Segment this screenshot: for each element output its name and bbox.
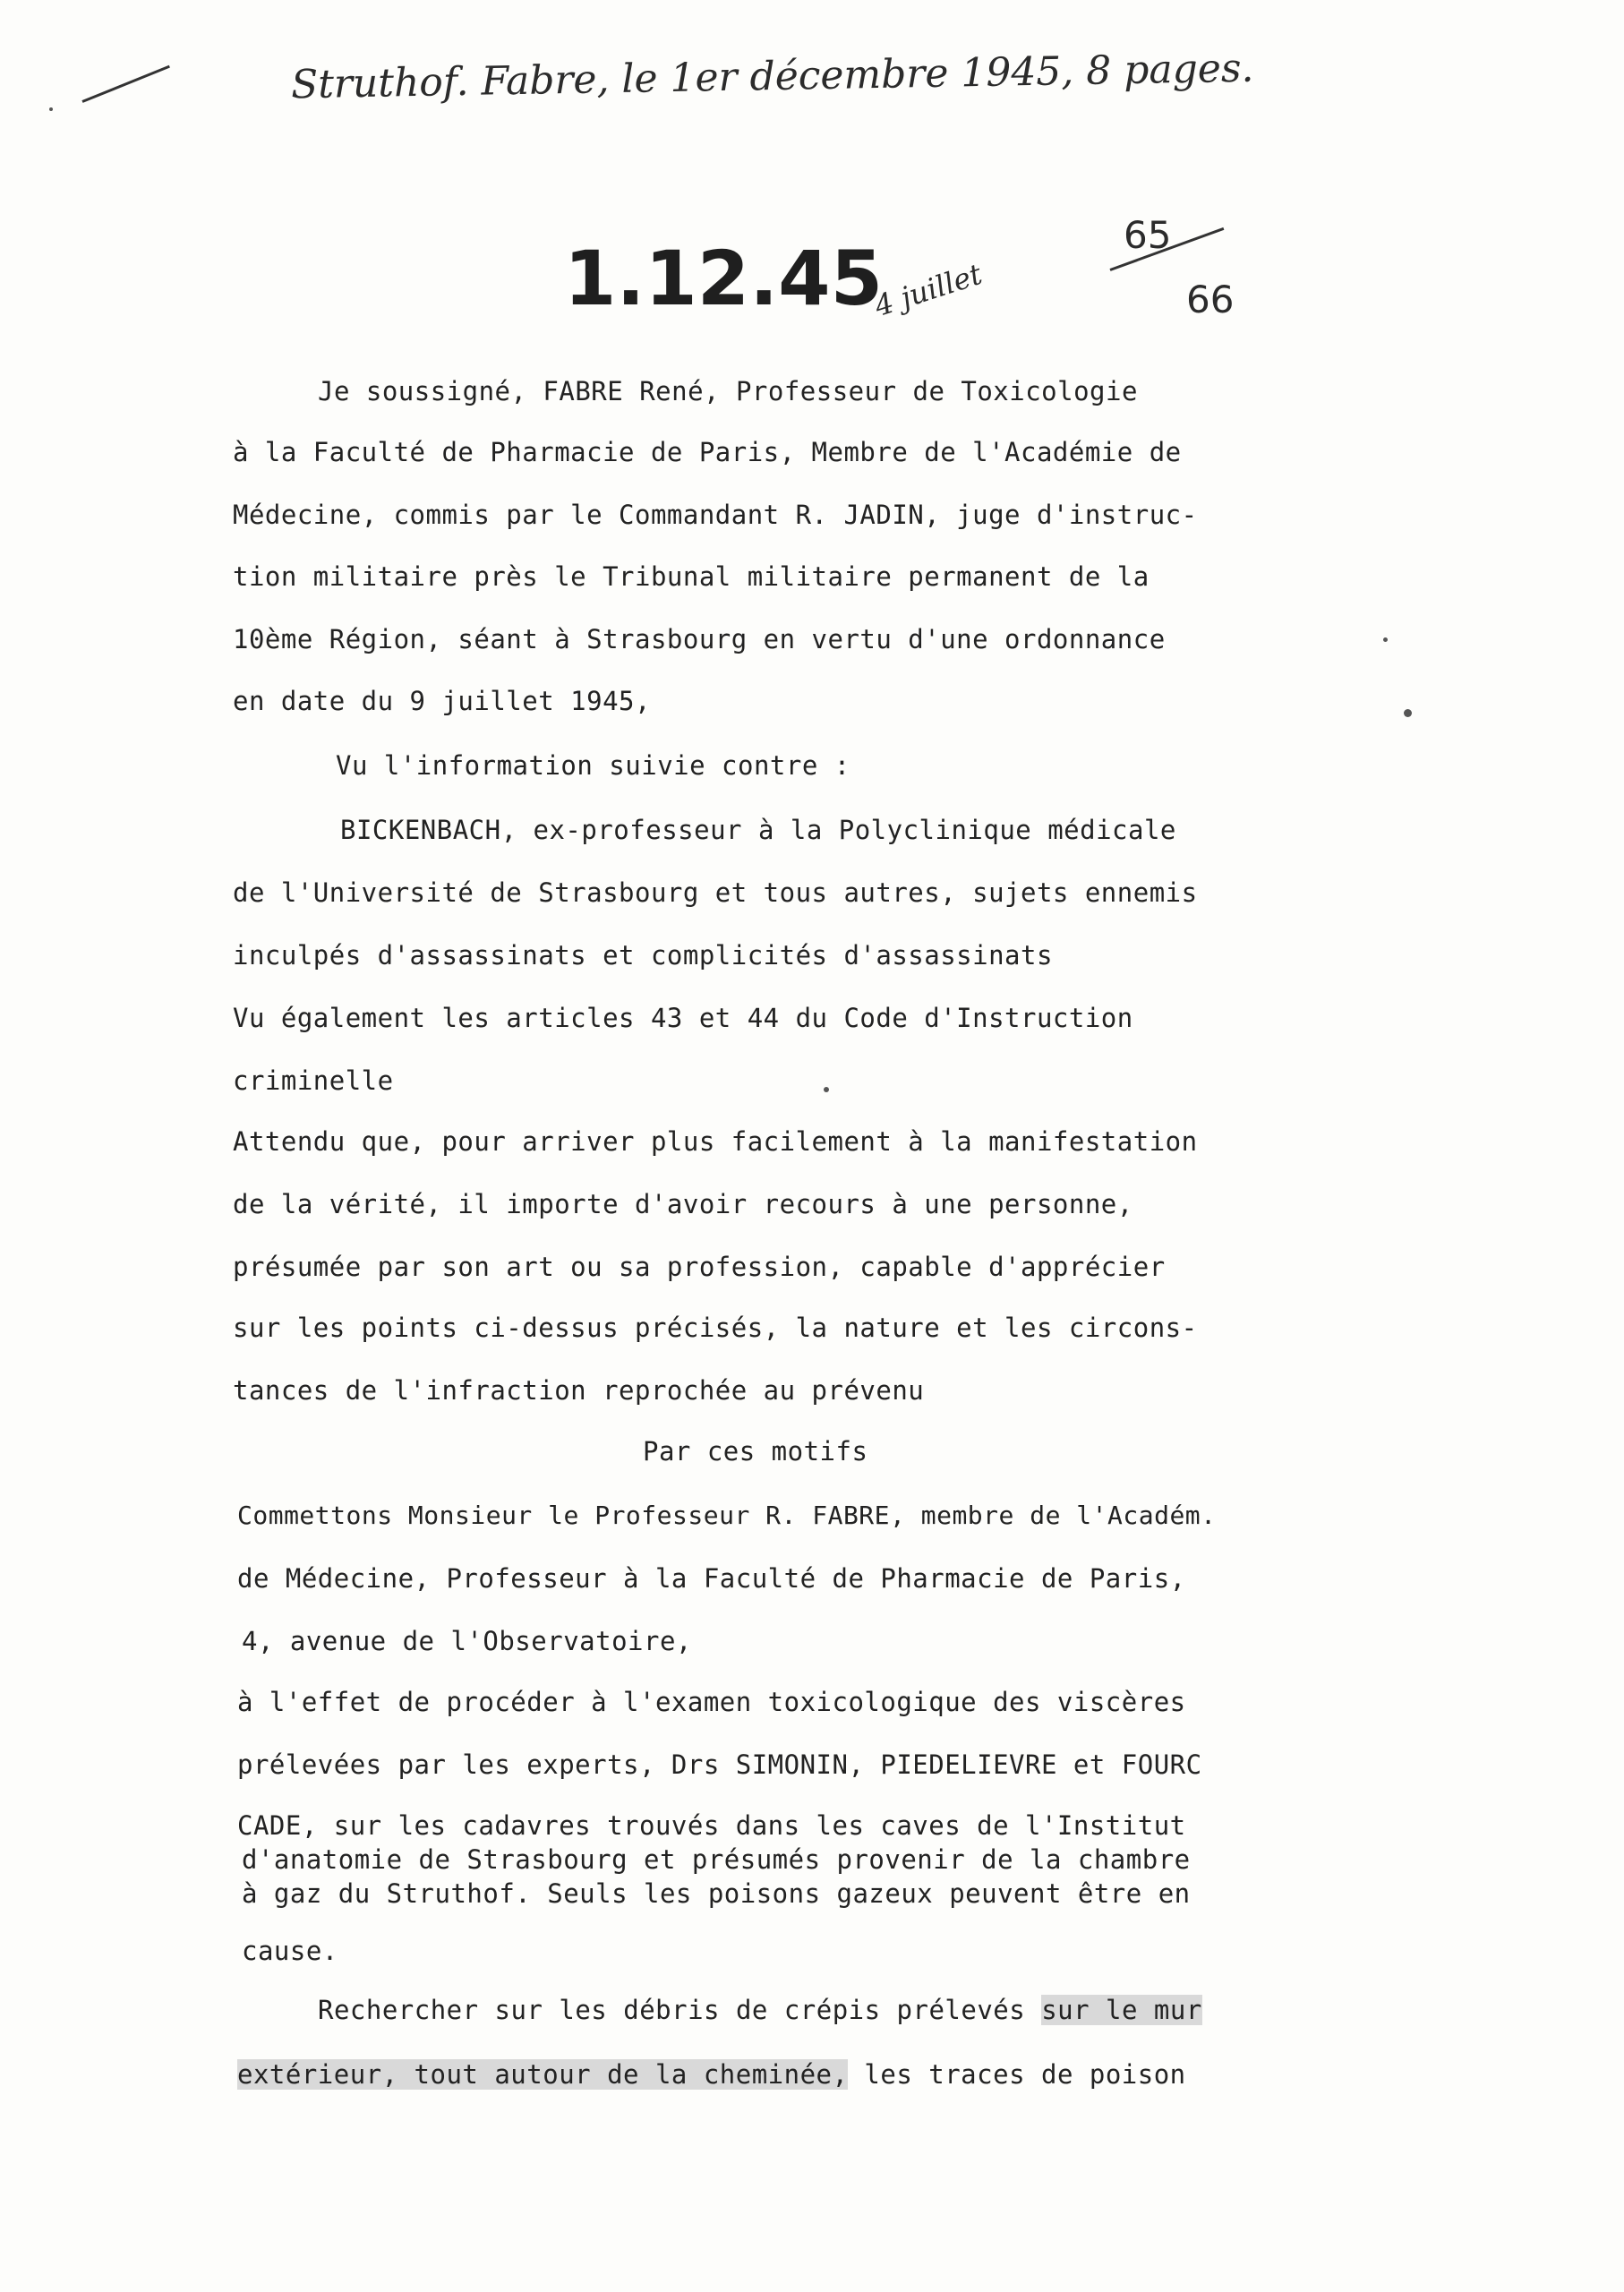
handwritten-date-stamp: 1.12.45 xyxy=(564,235,884,322)
body-line: d'anatomie de Strasbourg et présumés provenir de la chambre xyxy=(242,1844,1191,1875)
section-heading: Par ces motifs xyxy=(643,1436,868,1467)
handwritten-page-ref-bottom: 66 xyxy=(1186,278,1235,321)
body-line: Vu également les articles 43 et 44 du Code d'Instruction xyxy=(233,1003,1133,1033)
handwritten-header-note: Struthof. Fabre, le 1er décembre 1945, 8 pages. xyxy=(290,45,1254,108)
body-line: sur les points ci-dessus précisés, la nature et les circons- xyxy=(233,1313,1198,1343)
scan-speck xyxy=(1383,637,1388,642)
body-line: de l'Université de Strasbourg et tous autres, sujets ennemis xyxy=(233,877,1198,908)
handwritten-page-ref-top: 65 xyxy=(1124,213,1172,257)
body-line: Je soussigné, FABRE René, Professeur de Toxicologie xyxy=(318,376,1138,406)
body-line: Attendu que, pour arriver plus facilement à la manifestation xyxy=(233,1126,1198,1157)
scan-speck xyxy=(1404,709,1412,717)
body-text: Rechercher sur les débris de crépis prélevés xyxy=(318,1995,1042,2025)
body-line: prélevées par les experts, Drs SIMONIN, PIEDELIEVRE et FOURC xyxy=(237,1749,1202,1780)
body-line: tion militaire près le Tribunal militaire permanent de la xyxy=(233,561,1150,592)
body-line: CADE, sur les cadavres trouvés dans les caves de l'Institut xyxy=(237,1810,1186,1841)
body-line: inculpés d'assassinats et complicités d'assassinats xyxy=(233,940,1053,971)
body-line xyxy=(318,1995,1202,2025)
highlighted-text: sur le mur xyxy=(1041,1995,1202,2025)
body-line: criminelle xyxy=(233,1065,394,1096)
body-line: 4, avenue de l'Observatoire, xyxy=(242,1626,692,1656)
scan-speck xyxy=(824,1087,829,1092)
handwritten-date-subnote: 4 juillet xyxy=(870,256,987,324)
body-line xyxy=(237,2059,1186,2090)
body-line: à gaz du Struthof. Seuls les poisons gazeux peuvent être en xyxy=(242,1878,1191,1909)
body-line: 10ème Région, séant à Strasbourg en vertu d'une ordonnance xyxy=(233,624,1166,654)
body-line: de Médecine, Professeur à la Faculté de Pharmacie de Paris, xyxy=(237,1563,1186,1594)
body-line: Médecine, commis par le Commandant R. JADIN, juge d'instruc- xyxy=(233,500,1198,530)
body-line: tances de l'infraction reprochée au prévenu xyxy=(233,1375,925,1406)
body-line: Vu l'information suivie contre : xyxy=(336,750,850,781)
scan-speck xyxy=(49,107,53,111)
body-line: cause. xyxy=(242,1936,338,1966)
body-line: à l'effet de procéder à l'examen toxicologique des viscères xyxy=(237,1687,1186,1717)
body-line: en date du 9 juillet 1945, xyxy=(233,686,651,716)
body-line: présumée par son art ou sa profession, capable d'apprécier xyxy=(233,1252,1166,1282)
pen-stroke-mark xyxy=(81,65,169,103)
body-line: BICKENBACH, ex-professeur à la Polyclinique médicale xyxy=(340,815,1176,845)
body-line: de la vérité, il importe d'avoir recours à une personne, xyxy=(233,1189,1133,1219)
body-line: Commettons Monsieur le Professeur R. FABRE, membre de l'Académ. xyxy=(237,1501,1217,1530)
highlighted-text: extérieur, tout autour de la cheminée, xyxy=(237,2059,849,2090)
body-line: à la Faculté de Pharmacie de Paris, Membre de l'Académie de xyxy=(233,437,1182,467)
body-text: les traces de poison xyxy=(848,2059,1186,2090)
